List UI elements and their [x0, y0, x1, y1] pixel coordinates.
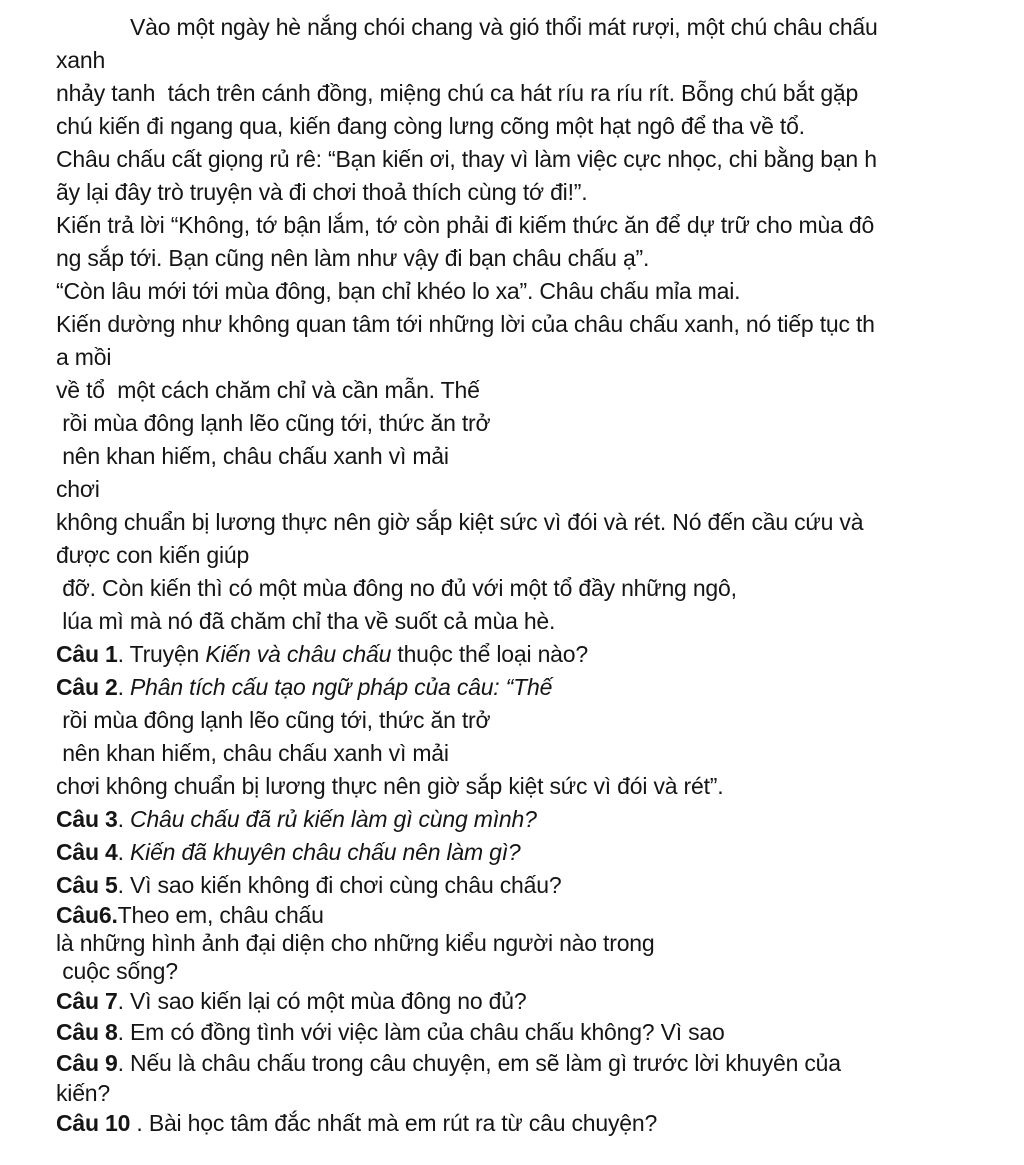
question-text: Bài học tâm đắc nhất mà em rút ra từ câu chuyện? [148, 1110, 658, 1136]
question-6-line: là những hình ảnh đại diện cho những kiểu người nào trong [56, 930, 655, 956]
question-2-quote-line: nên khan hiếm, châu chấu xanh vì mải [56, 740, 449, 766]
question-label: Câu 5 [56, 872, 118, 898]
question-label: Câu 4 [56, 839, 118, 865]
question-3 [56, 804, 537, 834]
story-line: ãy lại đây trò truyện và đi chơi thoả thích cùng tớ đi!”. [56, 179, 588, 205]
story-line: được con kiến giúp [56, 542, 250, 568]
question-2-quote-line: rồi mùa đông lạnh lẽo cũng tới, thức ăn trở [56, 707, 491, 733]
story-line: chú kiến đi ngang qua, kiến đang còng lưng cõng một hạt ngô để tha về tổ. [56, 113, 805, 139]
story-line: không chuẩn bị lương thực nên giờ sắp kiệt sức vì đói và rét. Nó đến cầu cứu và [56, 509, 864, 535]
question-7 [56, 986, 526, 1016]
question-separator: . Truyện [117, 641, 206, 667]
question-label: Câu 3 [56, 806, 118, 832]
question-separator: . [117, 674, 131, 700]
question-label: Câu 7 [56, 988, 118, 1014]
story-line: Kiến trả lời “Không, tớ bận lắm, tớ còn phải đi kiếm thức ăn để dự trữ cho mùa đô [56, 212, 875, 238]
question-label: Câu 1 [56, 641, 118, 667]
question-text: Vì sao kiến lại có một mùa đông no đủ? [130, 988, 527, 1014]
story-line: về tổ một cách chăm chỉ và cần mẫn. Thế [56, 377, 480, 403]
question-9 [56, 1048, 841, 1078]
story-line: a mồi [56, 344, 112, 370]
story-line: chơi [56, 476, 100, 502]
story-title: Kiến và châu chấu [205, 641, 392, 667]
question-label: Câu6. [56, 902, 118, 928]
story-line: đỡ. Còn kiến thì có một mùa đông no đủ với một tổ đầy những ngô, [56, 575, 737, 601]
story-line: xanh [56, 47, 106, 73]
question-1 [56, 639, 588, 669]
question-8 [56, 1017, 725, 1047]
question-text: Em có đồng tình với việc làm của châu chấu không? Vì sao [130, 1019, 725, 1045]
story-line: Kiến dường như không quan tâm tới những lời của châu chấu xanh, nó tiếp tục th [56, 311, 875, 337]
question-6 [56, 900, 324, 930]
question-text: Nếu là châu chấu trong câu chuyện, em sẽ làm gì trước lời khuyên của [130, 1050, 841, 1076]
question-separator: . [117, 839, 131, 865]
question-text: Châu chấu đã rủ kiến làm gì cùng mình? [130, 806, 537, 832]
story-line: Vào một ngày hè nắng chói chang và gió thổi mát rượi, một chú châu chấu [130, 14, 878, 40]
question-separator: . [117, 872, 131, 898]
question-text: Theo em, châu chấu [117, 902, 324, 928]
question-label: Câu 10 [56, 1110, 131, 1136]
story-line: nhảy tanh tách trên cánh đồng, miệng chú ca hát ríu ra ríu rít. Bỗng chú bắt gặp [56, 80, 859, 106]
question-label: Câu 2 [56, 674, 118, 700]
question-text: Kiến đã khuyên châu chấu nên làm gì? [130, 839, 521, 865]
question-2-quote-line: chơi không chuẩn bị lương thực nên giờ sắp kiệt sức vì đói và rét”. [56, 773, 724, 799]
question-6-line: cuộc sống? [56, 958, 178, 984]
story-line: lúa mì mà nó đã chăm chỉ tha về suốt cả mùa hè. [56, 608, 556, 634]
story-line: nên khan hiếm, châu chấu xanh vì mải [56, 443, 449, 469]
question-text: thuộc thể loại nào? [391, 641, 588, 667]
question-text: Phân tích cấu tạo ngữ pháp của câu: “Thế [130, 674, 553, 700]
story-line: “Còn lâu mới tới mùa đông, bạn chỉ khéo lo xa”. Châu chấu mỉa mai. [56, 278, 741, 304]
question-9-line: kiến? [56, 1080, 110, 1106]
story-line: Châu chấu cất giọng rủ rê: “Bạn kiến ơi, thay vì làm việc cực nhọc, chi bằng bạn h [56, 146, 877, 172]
story-line: ng sắp tới. Bạn cũng nên làm như vậy đi bạn châu chấu ạ”. [56, 245, 650, 271]
question-text: Vì sao kiến không đi chơi cùng châu chấu? [130, 872, 562, 898]
story-line: rồi mùa đông lạnh lẽo cũng tới, thức ăn trở [56, 410, 491, 436]
question-separator: . [117, 1050, 131, 1076]
question-4 [56, 837, 521, 867]
question-5 [56, 870, 561, 900]
question-separator: . [117, 988, 131, 1014]
question-label: Câu 9 [56, 1050, 118, 1076]
question-separator: . [117, 1019, 131, 1045]
question-2 [56, 672, 552, 702]
question-separator: . [130, 1110, 149, 1136]
question-separator: . [117, 806, 131, 832]
question-10 [56, 1108, 657, 1138]
question-label: Câu 8 [56, 1019, 118, 1045]
